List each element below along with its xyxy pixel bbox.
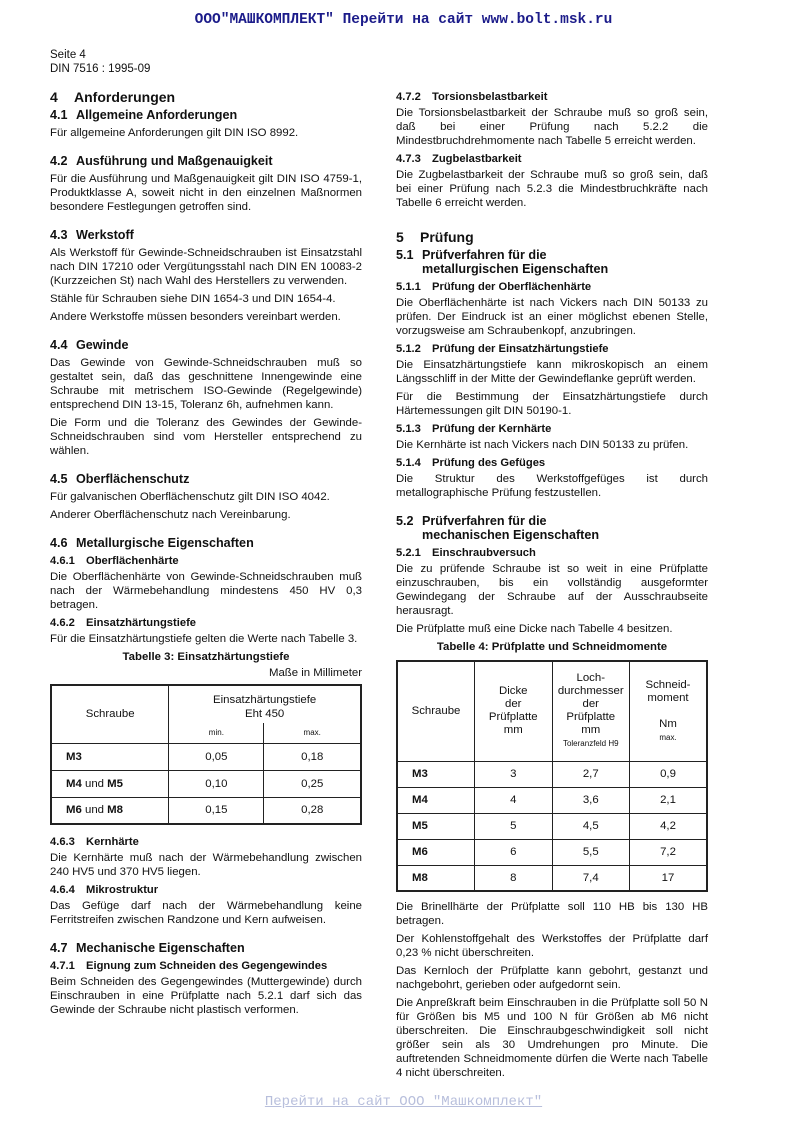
paragraph: Die Einsatzhärtungstiefe kann mikroskopisch an einem Längsschliff in der Mitte der Gewindeflanke geprüft werden.: [396, 359, 708, 385]
heading-4-7-2: [396, 90, 708, 104]
heading-title: Gewinde: [76, 338, 129, 352]
table-row: [397, 865, 707, 891]
paragraph: Die Zugbelastbarkeit der Schraube muß so groß sein, daß bei einer Prüfung nach 5.2.3 die Mindestbruchkräfte nach Tabelle 6 erreicht werden.: [396, 169, 708, 209]
heading-5-1: [396, 248, 708, 276]
table-3-unit: Maße in Millimeter: [268, 667, 362, 679]
footer-site-link[interactable]: Перейти на сайт ООО "Машкомплект": [264, 1094, 543, 1110]
heading-number: 5.1.2: [396, 343, 421, 355]
paragraph: Die Oberflächenhärte von Gewinde-Schneidschrauben muß nach der Wärmebehandlung mindestens 450 HV 0,3 betragen.: [50, 571, 362, 611]
screw-cell: M6: [397, 839, 475, 865]
hole-cell: 3,6: [552, 787, 630, 813]
table-row: [51, 797, 361, 824]
heading-title: Mechanische Eigenschaften: [76, 941, 245, 955]
header-depth-line2: Eht 450: [245, 708, 285, 720]
screw-cell: M3: [397, 761, 475, 787]
heading-number: 4.5: [50, 472, 68, 486]
torque-cell: 4,2: [630, 813, 708, 839]
conjunction: und: [81, 777, 108, 790]
thickness-cell: 8: [475, 865, 553, 891]
hole-cell: 5,5: [552, 839, 630, 865]
header-line: Prüfplatte: [566, 711, 616, 724]
screw-cell: [51, 797, 169, 824]
header-line: Prüfplatte: [488, 711, 538, 724]
heading-title: Oberflächenhärte: [86, 555, 179, 567]
heading-title: Prüfung der Einsatzhärtungstiefe: [432, 343, 609, 355]
table-4: [396, 660, 708, 892]
paragraph: Für die Ausführung und Maßgenauigkeit gilt DIN ISO 4759-1, Produktklasse A, soweit nicht in den einzelnen Maßnormen besondere Festlegungen getroffen sind.: [50, 173, 362, 213]
header-hole-diameter: [552, 661, 630, 761]
conjunction: und: [81, 804, 108, 817]
heading-4-5: [50, 472, 362, 486]
thickness-cell: 6: [475, 839, 553, 865]
table-3: [50, 684, 362, 825]
header-spacer: [631, 705, 705, 718]
paragraph: Das Kernloch der Prüfplatte kann gebohrt, gestanzt und nachgebohrt, gerieben oder aufgedornt sein.: [396, 965, 708, 991]
heading-title: Prüfung der Oberflächenhärte: [432, 281, 592, 293]
table-row: [397, 787, 707, 813]
header-screw: Schraube: [397, 661, 475, 761]
heading-number: 5.2: [396, 514, 414, 528]
heading-4-1: [50, 108, 362, 122]
heading-title: Prüfung der Kernhärte: [432, 423, 552, 435]
table-header-row: [397, 661, 707, 761]
page-number: Seite 4: [50, 49, 86, 61]
hole-cell: 7,4: [552, 865, 630, 891]
heading-4-6: [50, 536, 362, 550]
torque-cell: 0,9: [630, 761, 708, 787]
screw-cell: M5: [397, 813, 475, 839]
heading-number: 4.3: [50, 228, 68, 242]
paragraph: Die Form und die Toleranz des Gewindes der Gewinde-Schneidschrauben sind vom Hersteller entsprechend zu wählen.: [50, 417, 362, 457]
header-max: max.: [264, 723, 361, 743]
heading-title: Werkstoff: [76, 228, 134, 242]
header-line: moment: [647, 691, 689, 704]
screw-cell: M8: [397, 865, 475, 891]
heading-5-2: [396, 514, 708, 542]
paragraph: Beim Schneiden des Gegengewindes (Muttergewinde) durch Einschrauben in eine Prüfplatte nach 5.2.1 darf sich das Gewinde der Schraube nicht plastisch verformen.: [50, 976, 362, 1016]
heading-5: [396, 230, 708, 244]
heading-5-1-2: [396, 342, 708, 356]
paragraph: Die Struktur des Werkstoffgefüges ist durch metallographische Prüfung festzustellen.: [396, 473, 708, 499]
header-depth-line1: Einsatzhärtungstiefe: [213, 694, 317, 706]
paragraph: Stähle für Schrauben siehe DIN 1654-3 und DIN 1654-4.: [50, 293, 336, 305]
site-banner-link[interactable]: ООО"МАШКОМПЛЕКТ" Перейти на сайт www.bolt.msk.ru: [194, 12, 613, 28]
paragraph: Die Kernhärte muß nach der Wärmebehandlung zwischen 240 HV5 und 370 HV5 liegen.: [50, 852, 362, 878]
torque-cell: 2,1: [630, 787, 708, 813]
heading-title: Prüfverfahren für die metallurgischen Eigenschaften: [422, 248, 609, 276]
hole-cell: 2,7: [552, 761, 630, 787]
paragraph: Die Brinellhärte der Prüfplatte soll 110 HB bis 130 HB betragen.: [396, 901, 708, 927]
screw-size: M8: [107, 804, 123, 817]
paragraph: Die Anpreßkraft beim Einschrauben in die Prüfplatte soll 50 N für Größen bis M5 und 100 N für Größen ab M6 nicht überschreiten. Die Einschraubgeschwindigkeit soll nicht größer sein als 30 Umdrehungen pro Minute. Die auftretenden Schneidmomente dürfen die Werte nach Tabelle 4 nicht überschreiten.: [396, 997, 708, 1079]
paragraph: Die Oberflächenhärte ist nach Vickers nach DIN 50133 zu prüfen. Der Eindruck ist an einer möglichst ebenen Stelle, vorzugsweise am Schraubenkopf, anzubringen.: [396, 297, 708, 337]
screw-cell: [51, 743, 169, 770]
header-line: mm: [581, 724, 601, 737]
right-column: [396, 90, 708, 1084]
heading-4-3: [50, 228, 362, 242]
paragraph: Als Werkstoff für Gewinde-Schneidschrauben ist Einsatzstahl nach DIN 17210 oder Vergütungsstahl nach DIN EN 10083-2 (Kurzzeichen St) nach Wahl des Herstellers zu verwenden.: [50, 247, 362, 287]
heading-title: Prüfverfahren für die mechanischen Eigenschaften: [422, 514, 600, 542]
heading-4-7-1: [50, 959, 362, 973]
heading-number: 4: [50, 89, 58, 105]
heading-title: Eignung zum Schneiden des Gegengewindes: [86, 960, 328, 972]
header-line: der: [505, 698, 522, 711]
paragraph: Die Kernhärte ist nach Vickers nach DIN 50133 zu prüfen.: [396, 439, 689, 451]
paragraph: Die zu prüfende Schraube ist so weit in eine Prüfplatte einzuschrauben, bis ein vollständig ausgeformter Gewindegang der Schraube auf der Ausschraubseite herausragt.: [396, 563, 708, 617]
screw-cell: [51, 770, 169, 797]
heading-number: 4.6.4: [50, 884, 75, 896]
heading-5-2-1: [396, 546, 708, 560]
standard-id: DIN 7516 : 1995-09: [50, 63, 151, 75]
left-column: [50, 90, 362, 1021]
paragraph: Der Kohlenstoffgehalt des Werkstoffes der Prüfplatte darf 0,23 % nicht überschreiten.: [396, 933, 708, 959]
heading-title: Einsatzhärtungstiefe: [86, 617, 197, 629]
heading-number: 4.7.3: [396, 153, 421, 165]
hole-cell: 4,5: [552, 813, 630, 839]
paragraph: Anderer Oberflächenschutz nach Vereinbarung.: [50, 509, 291, 521]
header-torque: [630, 661, 708, 761]
heading-number: 4.6.2: [50, 617, 75, 629]
heading-title: Zugbelastbarkeit: [432, 153, 522, 165]
paragraph: Die Torsionsbelastbarkeit der Schraube muß so groß sein, daß bei einer Prüfung nach 5.2.2 die Mindestbruchdrehmomente nach Tabelle 5 erreicht werden.: [396, 107, 708, 147]
torque-cell: 17: [630, 865, 708, 891]
screw-size: M3: [66, 750, 82, 763]
table-row: [397, 761, 707, 787]
header-line: der: [582, 698, 599, 711]
thickness-cell: 4: [475, 787, 553, 813]
screw-size: M6: [66, 804, 82, 817]
paragraph: Das Gewinde von Gewinde-Schneidschrauben muß so gestaltet sein, daß das geschnittene Innengewinde eine Schraube mit metrischem ISO-Gewinde (Regelgewinde) entsprechend DIN 13-15, Toleranz 6h, aufnehmen kann.: [50, 357, 362, 411]
torque-cell: 7,2: [630, 839, 708, 865]
heading-title: Mikrostruktur: [86, 884, 159, 896]
paragraph: Für die Einsatzhärtungstiefe gelten die Werte nach Tabelle 3.: [50, 633, 358, 645]
heading-number: 4.7: [50, 941, 68, 955]
heading-4-6-2: [50, 616, 362, 630]
heading-title: Einschraubversuch: [432, 547, 536, 559]
screw-cell: M4: [397, 787, 475, 813]
heading-number: 4.6: [50, 536, 68, 550]
heading-number: 4.4: [50, 338, 68, 352]
header-line: mm: [503, 724, 523, 737]
screw-size: M5: [107, 777, 123, 790]
header-line: durchmesser: [557, 685, 624, 698]
heading-title: Metallurgische Eigenschaften: [76, 536, 254, 550]
table-4-title: Tabelle 4: Prüfplatte und Schneidmomente: [436, 641, 668, 653]
heading-title: Prüfung des Gefüges: [432, 457, 546, 469]
heading-5-1-1: [396, 280, 708, 294]
heading-4-6-3: [50, 835, 362, 849]
screw-size: M4: [66, 777, 82, 790]
header-line: Dicke: [499, 685, 528, 698]
heading-number: 4.7.1: [50, 960, 75, 972]
heading-5-1-4: [396, 456, 708, 470]
paragraph: Die Prüfplatte muß eine Dicke nach Tabelle 4 besitzen.: [396, 623, 673, 635]
max-cell: 0,28: [264, 797, 361, 824]
paragraph: Für die Bestimmung der Einsatzhärtungstiefe durch Härtemessungen gilt DIN 50190-1.: [396, 391, 708, 417]
heading-4-2: [50, 154, 362, 168]
heading-title: Torsionsbelastbarkeit: [432, 91, 548, 103]
thickness-cell: 3: [475, 761, 553, 787]
heading-number: 5: [396, 229, 404, 245]
table-3-title: Tabelle 3: Einsatzhärtungstiefe: [122, 651, 290, 663]
spacer: [396, 892, 708, 900]
heading-4-6-4: [50, 883, 362, 897]
heading-title: Kernhärte: [86, 836, 139, 848]
paragraph: Das Gefüge darf nach der Wärmebehandlung keine Ferritstreifen zwischen Randzone und Kern aufweisen.: [50, 900, 362, 926]
header-thickness: [475, 661, 553, 761]
header-line: Loch-: [576, 672, 605, 685]
heading-4-7-3: [396, 152, 708, 166]
heading-4-6-1: [50, 554, 362, 568]
heading-number: 4.6.1: [50, 555, 75, 567]
header-line: Nm: [659, 717, 677, 730]
heading-number: 5.2.1: [396, 547, 421, 559]
heading-title: Ausführung und Maßgenauigkeit: [76, 154, 273, 168]
header-screw: Schraube: [51, 685, 169, 743]
thickness-cell: 5: [475, 813, 553, 839]
header-min: min.: [169, 723, 264, 743]
header-depth: [169, 685, 361, 723]
header-note: Toleranzfeld H9: [562, 739, 619, 749]
min-cell: 0,15: [169, 797, 264, 824]
heading-title: Oberflächenschutz: [76, 472, 190, 486]
heading-5-1-3: [396, 422, 708, 436]
heading-4-4: [50, 338, 362, 352]
min-cell: 0,10: [169, 770, 264, 797]
heading-4-7: [50, 941, 362, 955]
max-cell: 0,18: [264, 743, 361, 770]
table-row: [397, 813, 707, 839]
page-meta: [50, 48, 150, 76]
heading-number: 5.1: [396, 248, 414, 262]
max-cell: 0,25: [264, 770, 361, 797]
heading-number: 5.1.4: [396, 457, 421, 469]
heading-4: [50, 90, 362, 104]
table-row: [397, 839, 707, 865]
paragraph: Für galvanischen Oberflächenschutz gilt DIN ISO 4042.: [50, 491, 330, 503]
heading-title: Prüfung: [420, 229, 474, 245]
table-row: [51, 770, 361, 797]
heading-number: 5.1.3: [396, 423, 421, 435]
heading-title: Anforderungen: [74, 89, 176, 105]
paragraph: Andere Werkstoffe müssen besonders vereinbart werden.: [50, 311, 341, 323]
min-cell: 0,05: [169, 743, 264, 770]
table-row: [51, 743, 361, 770]
heading-number: 4.2: [50, 154, 68, 168]
heading-number: 5.1.1: [396, 281, 421, 293]
header-note: max.: [659, 732, 677, 742]
header-line: Schneid-: [645, 678, 691, 691]
heading-number: 4.1: [50, 108, 68, 122]
heading-title: Allgemeine Anforderungen: [76, 108, 238, 122]
paragraph: Für allgemeine Anforderungen gilt DIN ISO 8992.: [50, 127, 299, 139]
heading-number: 4.7.2: [396, 91, 421, 103]
heading-number: 4.6.3: [50, 836, 75, 848]
